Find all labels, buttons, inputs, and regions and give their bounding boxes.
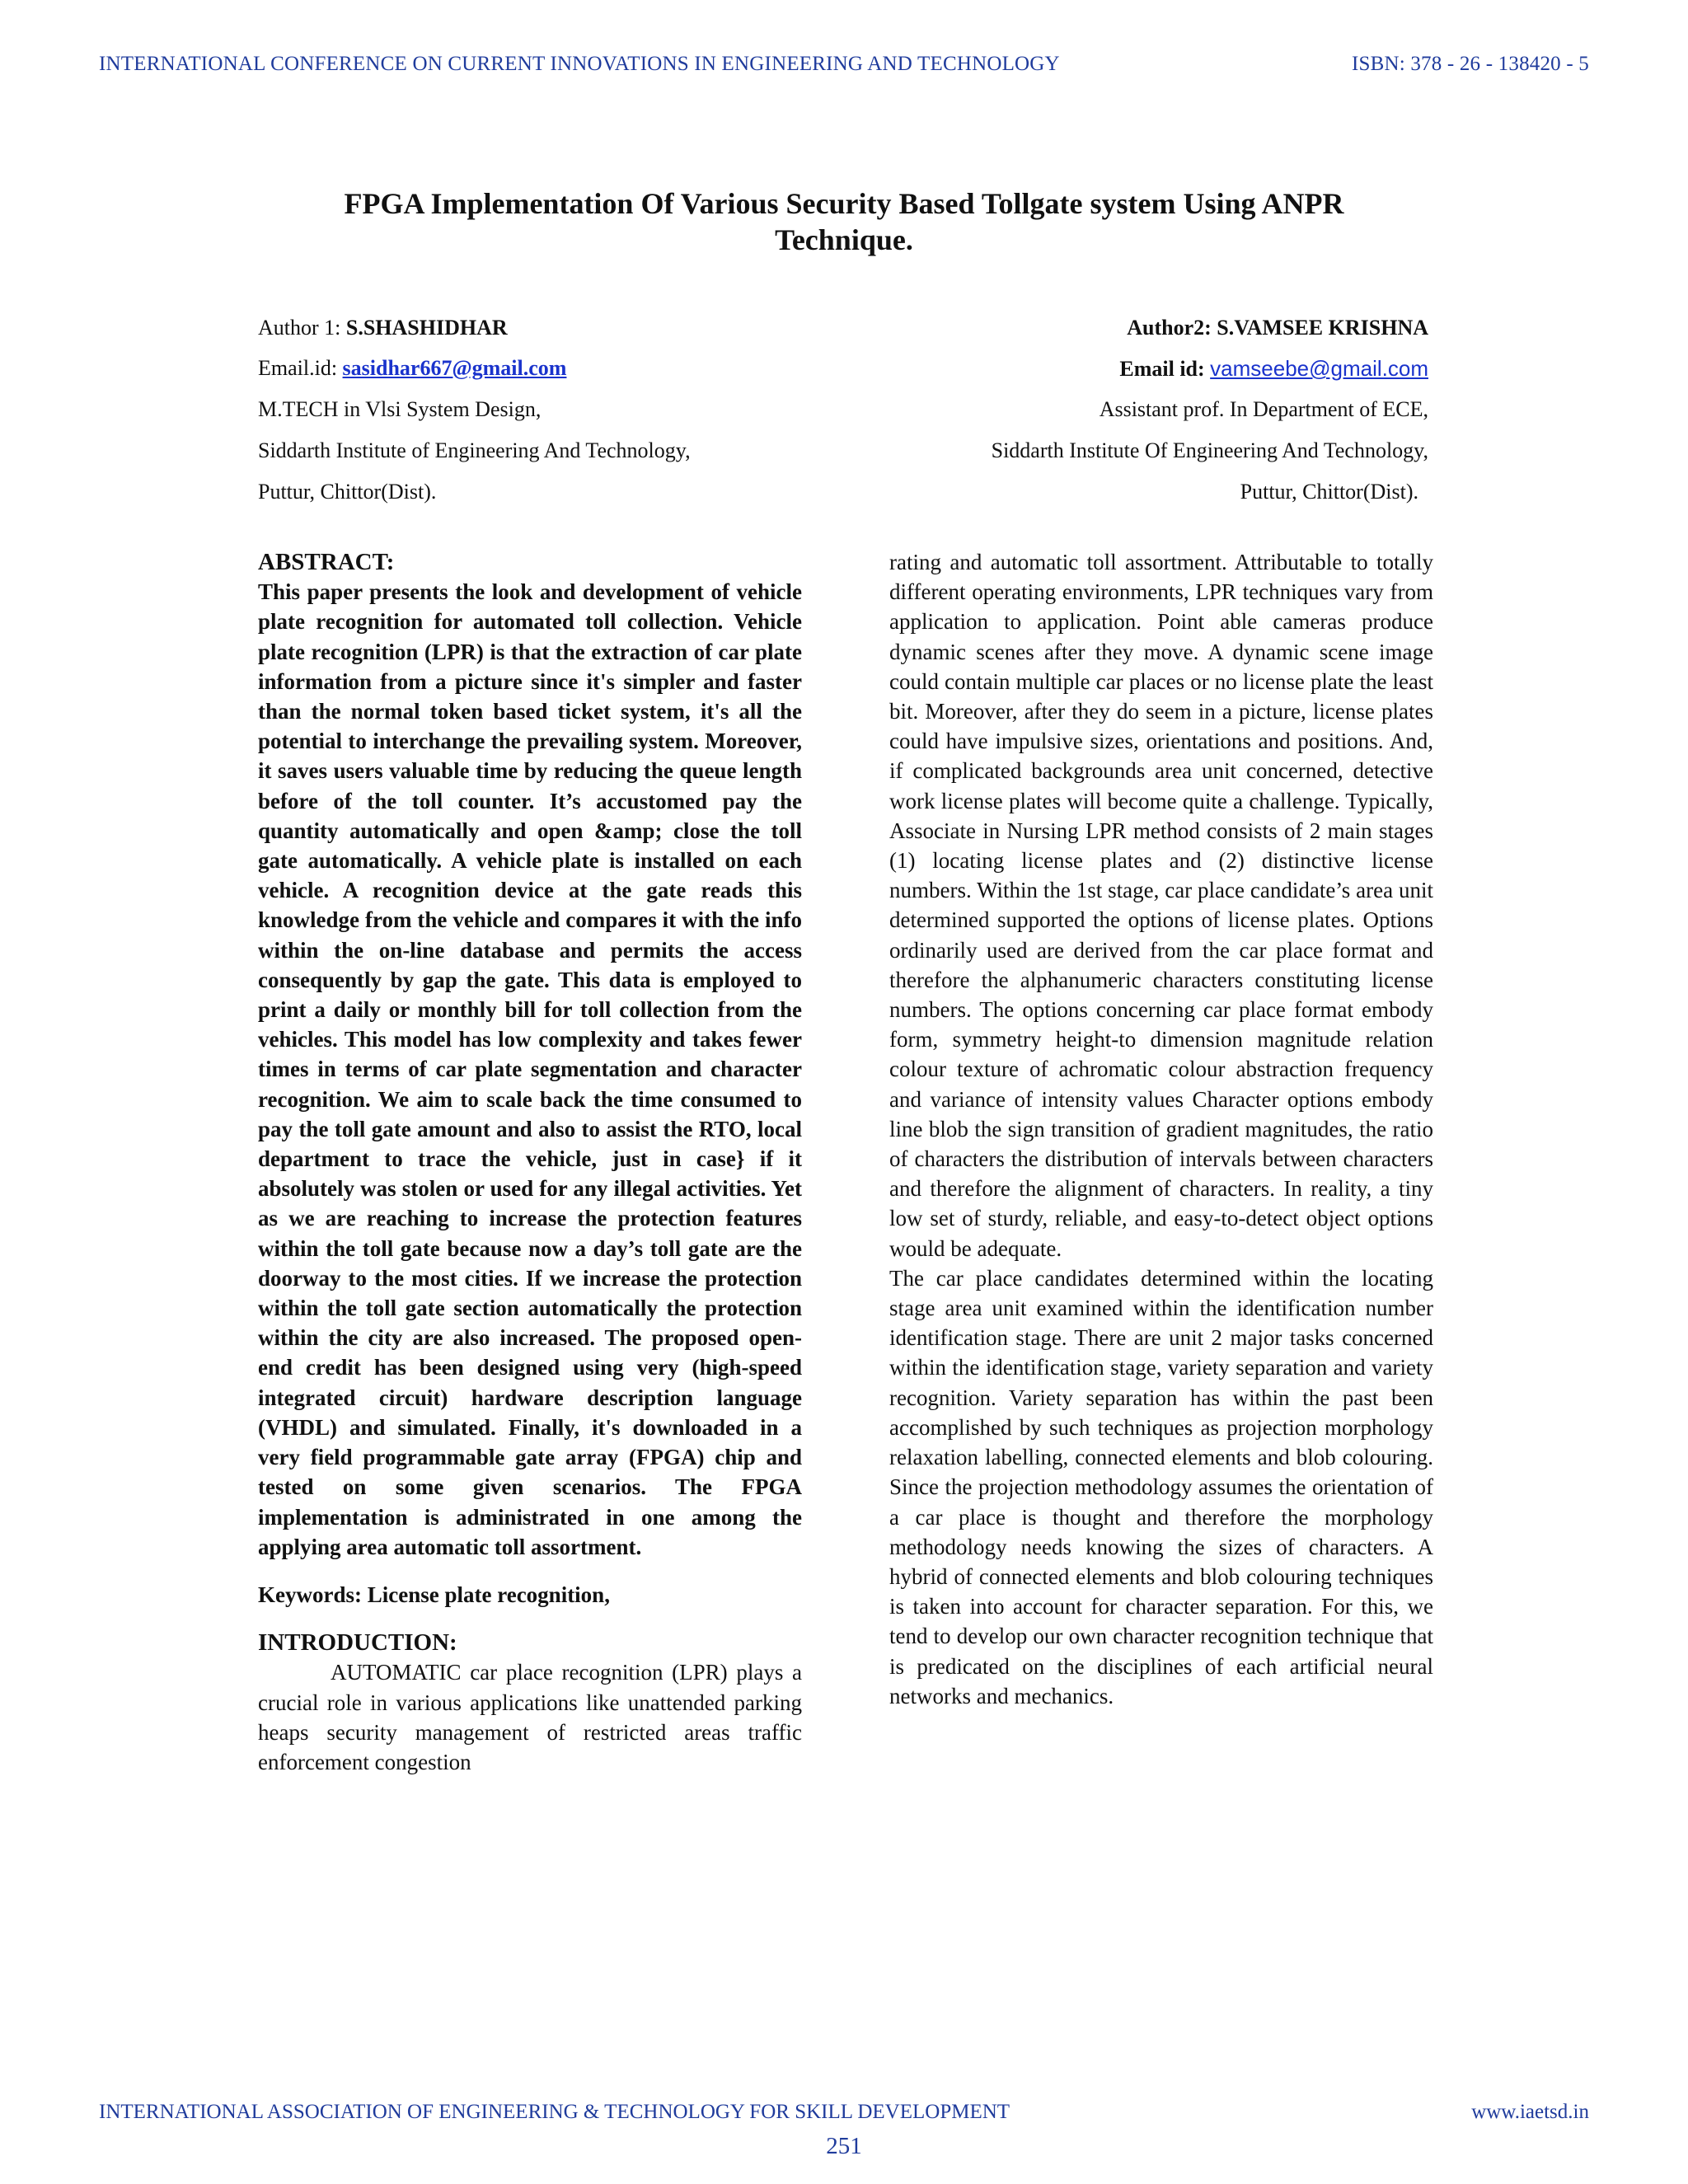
right-paragraph-1: rating and automatic toll assortment. Attributable to totally different operating environments, LPR techniques vary from application to application. Point able cameras produce dynamic scenes after they move. A dynamic scene image could contain multiple car places or no license plate the least bit. Moreover, after they do seem in a picture, license plates could have impulsive sizes, orientations and positions. And, if complicated backgrounds area unit concerned, detective work license plates will become quite a challenge. Typically, Associate in Nursing LPR method consists of 2 main stages (1) locating license plates and (2) distinctive license numbers. Within the 1st stage, car place candidate’s area unit determined supported the options of license plates. Options ordinarily used are derived from the car place format and therefore the alphanumeric characters constituting license numbers. The options concerning car place format embody form, symmetry height-to dimension magnitude relation colour texture of achromatic colour abstraction frequency and variance of intensity values Character options embody line blob the sign transition of gradient magnitudes, the ratio of characters the distribution of intervals between characters and therefore the alignment of characters. In reality, a tiny low set of sturdy, reliable, and easy-to-detect object options would be adequate.	[889, 550, 1433, 1261]
author1-location: Puttur, Chittor(Dist).	[258, 480, 437, 504]
page-number: 251	[826, 2133, 862, 2159]
author2-email-label: Email id:	[1119, 357, 1205, 381]
abstract-heading: ABSTRACT:	[258, 549, 395, 575]
author1-email-link[interactable]: sasidhar667@gmail.com	[342, 356, 567, 380]
author2-position: Assistant prof. In Department of ECE,	[1099, 397, 1428, 421]
author2-location: Puttur, Chittor(Dist).	[1240, 480, 1418, 504]
author1-name-line	[258, 316, 508, 340]
author2-institute: Siddarth Institute Of Engineering And Technology,	[991, 438, 1428, 462]
author2-email-link[interactable]: vamseebe@gmail.com	[1210, 356, 1428, 381]
footer-website[interactable]: www.iaetsd.in	[1471, 2101, 1589, 2123]
running-header-conference: INTERNATIONAL CONFERENCE ON CURRENT INNOVATIONS IN ENGINEERING AND TECHNOLOGY	[99, 53, 1060, 75]
author1-email-line	[258, 356, 566, 381]
author1-degree: M.TECH in Vlsi System Design,	[258, 397, 542, 421]
keywords: Keywords: License plate recognition,	[258, 1582, 610, 1607]
author1-email-label: Email.id:	[258, 356, 338, 380]
right-paragraph-2: The car place candidates determined within the locating stage area unit examined within the identification number identification stage. There are unit 2 major tasks concerned within the identification stage, variety separation and variety recognition. Variety separation has within the past been accomplished by such techniques as projection morphology relaxation labelling, connected elements and blob colouring. Since the projection methodology assumes the orientation of a car place is thought and therefore the morphology methodology needs knowing the sizes of characters. A hybrid of connected elements and blob colouring techniques is taken into account for character separation. For this, we tend to develop our own character recognition technique that is predicated on the disciplines of each artificial neural networks and mechanics.	[889, 1265, 1433, 1708]
author1-institute: Siddarth Institute of Engineering And Technology,	[258, 438, 691, 462]
author2-email-line	[1119, 356, 1428, 382]
paper-title	[247, 185, 1441, 258]
title-line-2: Technique.	[775, 223, 913, 256]
left-column	[258, 547, 802, 1777]
title-line-1: FPGA Implementation Of Various Security Based Tollgate system Using ANPR	[344, 187, 1344, 220]
author2-label: Author2:	[1127, 316, 1212, 340]
footer-association: INTERNATIONAL ASSOCIATION OF ENGINEERING & TECHNOLOGY FOR SKILL DEVELOPMENT	[99, 2101, 1010, 2123]
right-column	[889, 547, 1433, 1711]
introduction-body: AUTOMATIC car place recognition (LPR) plays a crucial role in various applications like unattended parking heaps security management of restricted areas traffic enforcement congestion	[258, 1660, 802, 1774]
abstract-body: This paper presents the look and development of vehicle plate recognition for automated toll collection. Vehicle plate recognition (LPR) is that the extraction of car plate information from a picture since it's simpler and faster than the normal token based ticket system, it's all the potential to interchange the prevailing system. Moreover, it saves users valuable time by reducing the queue length before of the toll counter. It’s accustomed pay the quantity automatically and open &amp; close the toll gate automatically. A vehicle plate is installed on each vehicle. A recognition device at the gate reads this knowledge from the vehicle and compares it with the info within the on-line database and permits the access consequently by gap the gate. This data is employed to print a daily or monthly bill for toll collection from the vehicles. This model has low complexity and takes fewer times in terms of car plate segmentation and character recognition. We aim to scale back the time consumed to pay the toll gate amount and also to assist the RTO, local department to trace the vehicle, just in case} if it absolutely was stolen or used for any illegal activities. Yet as we are reaching to increase the protection features within the toll gate because now a day’s toll gate are the doorway to the most cities. If we increase the protection within the toll gate section automatically the protection within the city are also increased. The proposed open-end credit has been designed using very (high-speed integrated circuit) hardware description language (VHDL) and simulated. Finally, it's downloaded in a very field programmable gate array (FPGA) chip and tested on some given scenarios. The FPGA implementation is administrated in one among the applying area automatic toll assortment.	[258, 579, 802, 1559]
author1-label: Author 1:	[258, 316, 341, 340]
author1-name: S.SHASHIDHAR	[345, 316, 508, 340]
introduction-heading: INTRODUCTION:	[258, 1629, 457, 1657]
author2-name: S.VAMSEE KRISHNA	[1217, 316, 1428, 340]
running-header-isbn: ISBN: 378 - 26 - 138420 - 5	[1351, 53, 1589, 75]
author2-name-line	[1127, 316, 1428, 340]
